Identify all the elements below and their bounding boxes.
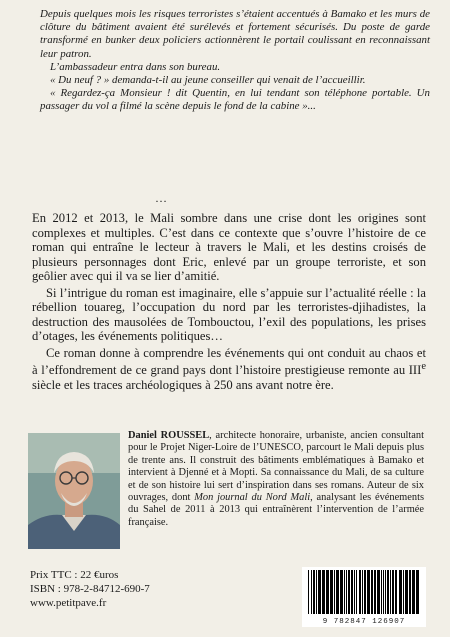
isbn-barcode: [302, 567, 426, 627]
barcode-bar: [334, 570, 335, 614]
price-text: Prix TTC : 22 €uros: [30, 569, 119, 581]
barcode-bar: [326, 570, 329, 614]
barcode-bar: [377, 570, 380, 614]
barcode-bar: [344, 570, 345, 614]
barcode-bar: [340, 570, 343, 614]
barcode-bar: [362, 570, 363, 614]
barcode-bar: [405, 570, 408, 614]
barcode-bar: [371, 570, 373, 614]
excerpt-paragraph: « Regardez-ça Monsieur ! dit Quentin, en lui tendant son téléphone portable. Un passager du vol a filmé la scène depuis le fond de la cabine »...: [40, 87, 430, 113]
barcode-bar: [403, 570, 404, 614]
summary-paragraph: Si l’intrigue du roman est imaginaire, elle s’appuie sur l’actualité réelle : la rébellion touareg, l’occupation du nord par les terroristes-djihadistes, la destruction des mausolées de Tombouctou, l’exil des populations, les prises d’otages, les événements politiques…: [32, 285, 426, 343]
excerpt-paragraph: L’ambassadeur entra dans son bureau.: [50, 60, 221, 73]
barcode-bar: [313, 570, 315, 614]
barcode-bar: [330, 570, 333, 614]
summary-paragraph: En 2012 et 2013, le Mali sombre dans une crise dont les origines sont complexes et multiples. C’est dans ce contexte que s’ouvre l’histoire de ce roman qui entraîne le lecteur à travers le Mali, et les destins croisés de plusieurs personnages dont Eric, enlevé par un groupe terroriste, et son geôlier avec qui il va se lier d’amitié.: [32, 211, 426, 283]
barcode-bar: [383, 570, 384, 614]
summary-paragraph: Ce roman donne à comprendre les événements qui ont conduit au chaos et à l’effondrement de ce grand pays dont l’histoire prestigieuse remonte au IIIe siècle et les traces archéologiques à 250 ans avant notre ère.: [32, 345, 426, 392]
barcode-bar: [374, 570, 376, 614]
barcode-bar: [318, 570, 321, 614]
barcode-digits: 9 782847 126907: [322, 618, 406, 626]
barcode-bar: [387, 570, 389, 614]
barcode-bar: [348, 570, 350, 614]
barcode-bar: [392, 570, 394, 614]
isbn-text: ISBN : 978-2-84712-690-7: [30, 582, 150, 595]
barcode-bar: [356, 570, 357, 614]
barcode-bar: [308, 570, 309, 614]
publication-info: [30, 569, 150, 610]
author-photo: [28, 433, 120, 549]
barcode-bar: [364, 570, 366, 614]
barcode-bar: [367, 570, 370, 614]
barcode-bar: [416, 570, 419, 614]
author-name: Daniel ROUSSEL: [128, 430, 210, 441]
book-summary: [32, 211, 426, 394]
barcode-bar: [354, 570, 355, 614]
barcode-bar: [390, 570, 391, 614]
barcode-bar: [399, 570, 402, 614]
author-bio: Daniel ROUSSEL, architecte honoraire, urbaniste, ancien consultant pour le Projet Niger-Loire de l’UNESCO, parcourt le Mali depuis plus de trente ans. Il construit des bâtiments emblématiques à Bamako et intervient à Djenné et à Mopti. Sa connaissance du Mali, de sa culture et de son histoire lui sert d’inspiration dans ses romans. Auteur de six ouvrages, dont Mon journal du Nord Mali, analysant les événements du Sahel de 2011 à 2013 qui entraînèrent l’intervention de l’armée française.: [128, 430, 424, 528]
barcode-bar: [336, 570, 339, 614]
excerpt-paragraph: « Du neuf ? » demanda-t-il au jeune conseiller qui venait de l’accueillir.: [50, 74, 366, 87]
barcode-bar: [381, 570, 382, 614]
barcode-bar: [311, 570, 312, 614]
barcode-bar: [385, 570, 386, 614]
section-separator: …: [155, 191, 168, 205]
book-title: Mon journal du Nord Mali: [194, 492, 311, 504]
website-link[interactable]: www.petitpave.fr: [30, 596, 107, 609]
barcode-bar: [409, 570, 411, 614]
barcode-bar: [316, 570, 317, 614]
barcode-bar: [322, 570, 325, 614]
barcode-bar: [412, 570, 415, 614]
back-cover-excerpt: [40, 8, 430, 114]
barcode-bar: [359, 570, 361, 614]
barcode-bar: [351, 570, 353, 614]
excerpt-paragraph: Depuis quelques mois les risques terroristes s’étaient accentués à Bamako et les murs de clôture du bâtiment avaient été surélevés et fortement sécurisés. Du poste de garde transformé en bunker deux policiers actionnèrent le portail coulissant en reconnaissant leur patron.: [40, 8, 430, 60]
barcode-bar: [346, 570, 347, 614]
barcode-bar: [395, 570, 397, 614]
